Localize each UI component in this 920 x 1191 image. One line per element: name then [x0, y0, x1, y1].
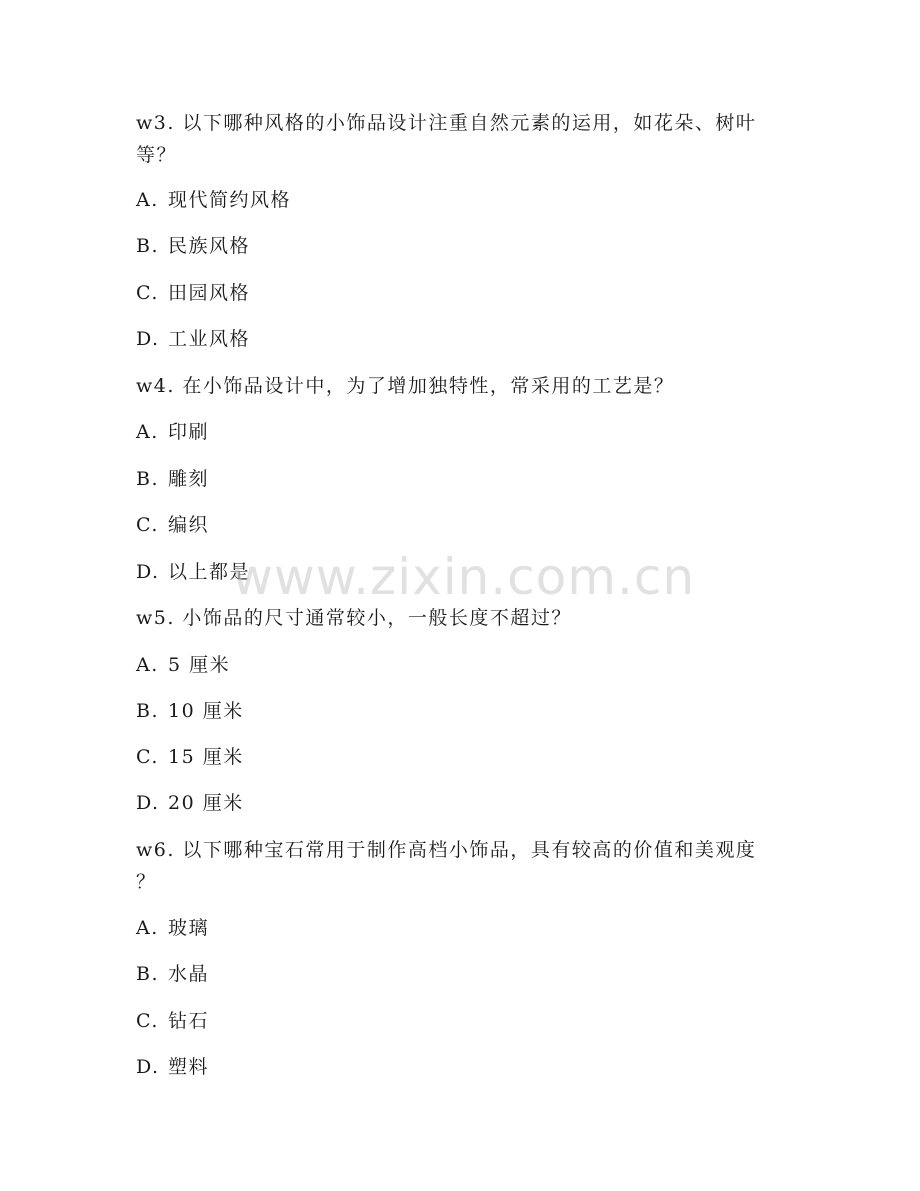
option-item [136, 324, 250, 354]
option-text: 民族风格 [168, 235, 251, 257]
option-text: 现代简约风格 [168, 189, 292, 211]
option-text: 水晶 [168, 963, 210, 985]
option-letter: D. [136, 328, 160, 350]
option-letter: D. [136, 1056, 160, 1078]
option-letter: B. [136, 468, 160, 490]
option-letter: C. [136, 514, 159, 536]
option-text: 雕刻 [168, 468, 210, 490]
option-item [136, 959, 209, 989]
option-text: 10 厘米 [168, 700, 244, 722]
option-letter: A. [136, 654, 159, 676]
option-item [136, 417, 209, 447]
option-letter: D. [136, 561, 160, 583]
option-letter: C. [136, 282, 159, 304]
option-item [136, 696, 244, 726]
option-text: 编织 [168, 514, 210, 536]
option-item [136, 650, 230, 680]
option-item [136, 1052, 209, 1082]
option-letter: C. [136, 1010, 159, 1032]
option-letter: D. [136, 792, 160, 814]
question-stem: w4. 在小饰品设计中，为了增加独特性，常采用的工艺是？ [136, 375, 675, 397]
option-text: 5 厘米 [168, 654, 231, 676]
option-letter: B. [136, 235, 160, 257]
option-text: 塑料 [168, 1056, 210, 1078]
option-item [136, 742, 244, 772]
option-letter: B. [136, 700, 160, 722]
question-stem-continuation: 等？ [136, 144, 178, 166]
option-letter: A. [136, 421, 159, 443]
question-stem: w6. 以下哪种宝石常用于制作高档小饰品，具有较高的价值和美观度 [136, 839, 757, 861]
option-item [136, 185, 291, 215]
option-text: 田园风格 [168, 282, 251, 304]
option-letter: A. [136, 917, 159, 939]
option-text: 印刷 [168, 421, 210, 443]
option-text: 工业风格 [168, 328, 251, 350]
option-item [136, 231, 250, 261]
option-letter: C. [136, 746, 159, 768]
question-stem: w5. 小饰品的尺寸通常较小，一般长度不超过？ [136, 607, 572, 629]
option-item [136, 913, 209, 943]
option-letter: A. [136, 189, 159, 211]
option-item [136, 510, 209, 540]
option-item [136, 788, 244, 818]
question-stem-continuation: ？ [136, 871, 157, 893]
option-item [136, 464, 209, 494]
question-stem: w3. 以下哪种风格的小饰品设计注重自然元素的运用，如花朵、树叶 [136, 112, 757, 134]
watermark: www.zixin.com.cn [232, 548, 696, 606]
option-letter: B. [136, 963, 160, 985]
option-item [136, 278, 250, 308]
option-text: 20 厘米 [168, 792, 244, 814]
option-text: 以上都是 [168, 561, 251, 583]
option-text: 玻璃 [168, 917, 210, 939]
option-item [136, 1006, 209, 1036]
option-text: 钻石 [168, 1010, 210, 1032]
option-text: 15 厘米 [168, 746, 244, 768]
